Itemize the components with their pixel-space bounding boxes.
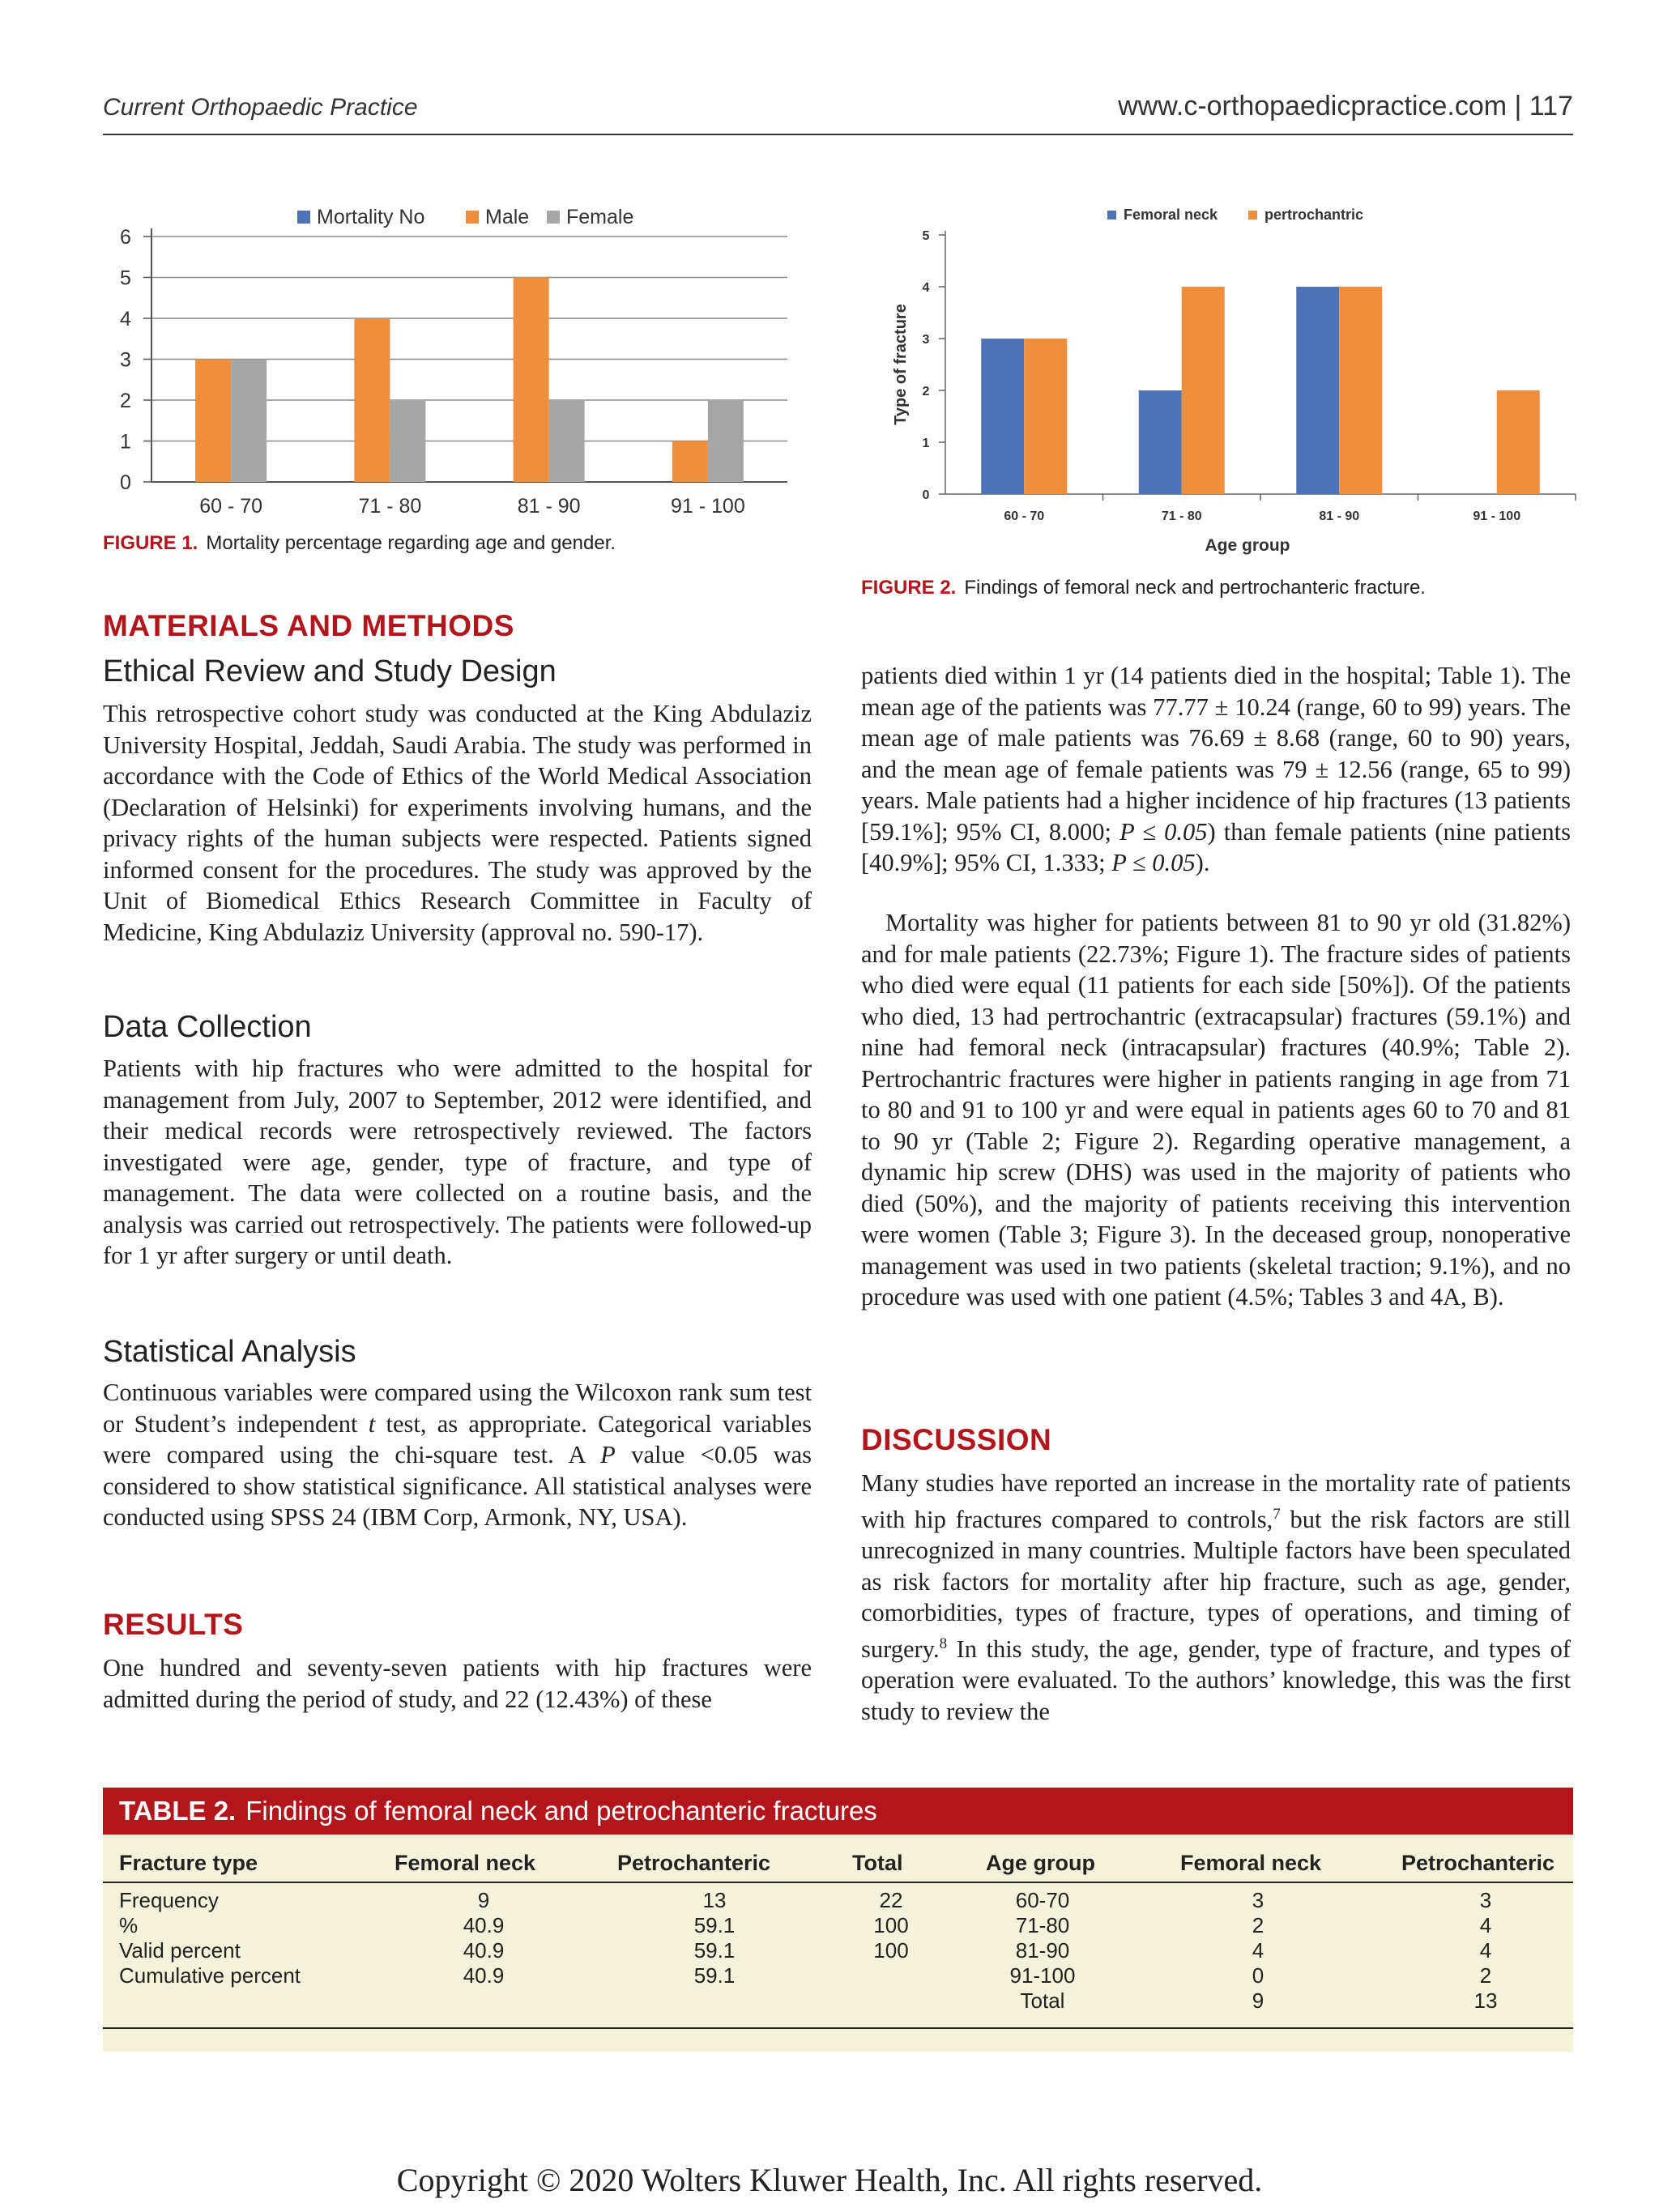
table2-cell: 13 [1473,1988,1498,2013]
stats-text-3: value <0.05 was considered to show statistical significance. All statistical analyses were conducted using SPSS 24 (IBM Corp, Armonk, NY, USA). [103,1441,812,1531]
figure2-legend [1107,207,1363,223]
figure2-y-tick-label: 3 [922,333,930,347]
figure2-bar-femoral-neck [1139,390,1182,494]
table2-cell: 0 [1252,1963,1265,1988]
results-p1-a: patients died within 1 yr (14 patients died in the hospital; Table 1). The mean age of the patients was 77.77 ± 10.24 (range, 60 to 99) years. The mean age of male patients was 76.69 ± 8.68 (range, 60 to 90) years, and the mean age of female patients was 79 ± 12.56 (range, 65 to 99) years. Male patients had a higher incidence of hip fractures (13 patients [59.1%]; 95% CI, 8.000; [861,662,1571,846]
stats-text-2: test, as appropriate. Categorical variables were compared using the chi-square test. A [103,1409,812,1468]
table2-header-rule [103,1882,1573,1883]
reference-8: 8 [939,1634,948,1652]
figure1-y-tick-label: 4 [120,308,131,330]
table2-cell: Valid percent [119,1938,241,1963]
figure1-caption-text: Mortality percentage regarding age and gender. [206,532,616,554]
table2-cell: Total [1020,1988,1065,2013]
figure1-caption [103,532,616,555]
stats-t-symbol: t [368,1409,376,1438]
stats-text-1: Continuous variables were compared using the Wilcoxon rank sum test or Student’s independent [103,1379,812,1438]
figure1-y-tick-label: 2 [120,390,131,412]
table2 [103,1788,1573,2052]
statistical-analysis-heading: Statistical Analysis [103,1335,356,1369]
data-collection-text: Patients with hip fractures who were admitted to the hospital for management from July, 2007 to September, 2012 were identified, and their medical records were retrospectively reviewed. The factors investigated were age, gender, type of fracture, and type of management. The data were collected on a routine basis, and the analysis was carried out retrospectively. The patients were followed-up for 1 yr after surgery or until death. [103,1055,812,1269]
table2-header-petrochanteric: Petrochanteric [617,1851,771,1875]
results-p1-c: ). [1195,849,1210,876]
discussion-c: In this study, the age, gender, type of fracture, and types of operation were evaluated. To the authors’ knowledge, this was the first study to review the [861,1634,1571,1725]
results-p-value-2: P ≤ 0.05 [1111,849,1196,876]
figure2-legend-label: Femoral neck [1124,207,1218,223]
figure1-legend-swatch [466,211,479,224]
figure1-bar-female [708,400,744,482]
table2-cell: 3 [1252,1888,1265,1912]
table2-header-fracture-type: Fracture type [119,1851,258,1875]
figure1-label: FIGURE 1. [103,532,198,554]
figure1-y-tick-label: 3 [120,348,131,372]
table2-cell: Cumulative percent [119,1963,301,1988]
figure2-label: FIGURE 2. [861,577,957,599]
table2-cell: 9 [1252,1988,1265,2013]
figure1-y-tick-label: 5 [120,266,131,290]
table2-cell: 91-100 [1009,1963,1076,1988]
table2-header-femoral-neck: Femoral neck [394,1851,536,1875]
table2-cell: 40.9 [463,1913,505,1937]
results-heading: RESULTS [103,1608,244,1641]
figure2-y-tick-label: 1 [922,437,930,450]
figure2-legend-swatch [1248,211,1257,219]
figure2-y-tick-label: 4 [922,281,930,295]
journal-url-page: www.c-orthopaedicpractice.com | 117 [1118,91,1573,121]
table2-cell: 2 [1479,1963,1492,1988]
figure1-bar-female [231,360,267,483]
figure2-y-tick-label: 5 [922,229,930,243]
data-collection-heading: Data Collection [103,1010,312,1044]
table2-cell: 2 [1252,1913,1265,1937]
stats-p-symbol: P [600,1441,616,1468]
figure1-bar-female [549,400,585,482]
figure2-x-tick-label: 60 - 70 [1004,509,1045,523]
figure2-x-ticks [1004,509,1520,523]
table2-cell: 60-70 [1015,1888,1070,1912]
figure2-bar-pertrochantric [1497,390,1540,494]
reference-7: 7 [1273,1505,1281,1523]
figure2-y-tick-label: 0 [922,488,930,502]
ethical-review-text: This retrospective cohort study was conducted at the King Abdulaziz University Hospital, Jeddah, Saudi Arabia. The study was performed in accordance with the Code of Ethics of the World Medical Association (Declaration of Helsinki) for experiments involving humans, and the privacy rights of the human subjects were respected. Patients signed informed consent for the procedures. The study was approved by the Unit of Biomedical Ethics Research Committee in Faculty of Medicine, King Abdulaziz University (approval no. 590-17). [103,700,812,946]
figure2-legend-swatch [1107,211,1116,219]
statistical-analysis-text [103,1377,812,1533]
results-p-value-1: P ≤ 0.05 [1120,817,1208,846]
figure2-caption [861,577,1426,599]
figure1-x-tick-label: 71 - 80 [358,495,422,518]
table2-bottom-rule [103,2027,1573,2029]
figure1-bars [195,278,744,483]
figure2-bar-femoral-neck [981,339,1024,494]
results-continued-paragraph [861,660,1571,879]
figure1-bar-male [354,318,390,482]
figure2-legend-label: pertrochantric [1265,207,1364,223]
discussion-text [861,1468,1571,1727]
table2-cell: 100 [873,1913,909,1937]
table2-cell: 81-90 [1015,1938,1070,1963]
table2-cell: % [119,1913,139,1937]
figure1-legend-swatch [547,211,560,224]
figure2-bar-femoral-neck [1296,287,1339,494]
table2-cell: Frequency [119,1888,219,1912]
table2-cell: 22 [879,1888,903,1912]
table2-cell: 4 [1252,1938,1265,1963]
table2-title: Findings of femoral neck and petrochanteric fractures [245,1796,877,1826]
figure2-y-ticks [923,229,930,502]
results-text: One hundred and seventy-seven patients with hip fractures were admitted during the period of study, and 22 (12.43%) of these [103,1654,812,1713]
figure1-x-ticks [199,495,745,518]
discussion-heading: DISCUSSION [861,1423,1052,1456]
journal-name: Current Orthopaedic Practice [103,94,418,121]
table2-header-petrochanteric-2: Petrochanteric [1401,1851,1555,1875]
mortality-paragraph: Mortality was higher for patients between 81 to 90 yr old (31.82%) and for male patients (22.73%; Figure 1). The fracture sides of patients who died were equal (11 patients for each side [50%]). Of the patients who died, 13 had pertrochantric (extracapsular) fractures (59.1%) and nine had femoral neck (intracapsular) fractures (40.9%; Table 2). Pertrochantric fractures were higher in patients ranging in age from 71 to 80 and 91 to 100 yr and were equal in patients ages 60 to 70 and 81 to 90 yr (Table 2; Figure 2). Regarding operative management, a dynamic hip screw (DHS) was used in the majority of patients who died (50%), and the majority of patients receiving this intervention were women (Table 3; Figure 3). In the deceased group, nonoperative management was used in two patients (skeletal traction; 9.1%), and no procedure was used with one patient (4.5%; Tables 3 and 4A, B). [861,909,1571,1311]
figure1-y-tick-label: 6 [120,226,131,249]
figure2-x-axis-label: Age group [1205,536,1290,555]
figure2-chart [879,194,1592,559]
table2-cell: 4 [1479,1913,1492,1937]
table2-cell: 59.1 [693,1938,736,1963]
table2-cell: 40.9 [463,1963,505,1988]
copyright-notice: Copyright © 2020 Wolters Kluwer Health, Inc. All rights reserved. [396,2162,1263,2198]
table2-header-age-group: Age group [986,1851,1095,1875]
table2-cell: 59.1 [693,1963,736,1988]
figure1-x-tick-label: 81 - 90 [517,495,581,518]
figure1-bar-female [390,400,425,482]
materials-methods-heading: MATERIALS AND METHODS [103,609,514,642]
figure1-x-tick-label: 60 - 70 [199,495,263,518]
figure1-chart [103,194,816,526]
figure1-bar-male [672,441,708,483]
table2-cell: 3 [1479,1888,1492,1912]
figure1-legend-label: Female [566,206,634,228]
table2-cell: 13 [702,1888,727,1912]
figure2-bars [981,287,1540,494]
table2-label: TABLE 2. [119,1796,237,1826]
figure1-y-tick-label: 0 [120,471,131,494]
table2-cell: 100 [873,1938,909,1963]
discussion-a: Many studies have reported an increase in the mortality rate of patients with hip fractures compared to controls, [861,1469,1571,1533]
figure2-y-tick-label: 2 [922,385,930,399]
table2-cell: 40.9 [463,1938,505,1963]
table2-cell: 71-80 [1015,1913,1070,1937]
figure2-x-tick-label: 81 - 90 [1319,509,1360,523]
figure1-legend-label: Mortality No [317,206,425,228]
figure2-y-axis-label: Type of fracture [892,304,910,425]
header-rule [103,134,1573,135]
figure2-bar-pertrochantric [1182,287,1225,494]
discussion-b: but the risk factors are still unrecognized in many countries. Multiple factors have been speculated as risk factors for mortality after hip fracture, such as age, gender, comorbidities, types of fracture, types of operations, and timing of surgery. [861,1505,1571,1663]
figure1-bar-male [514,278,549,483]
figure1-y-ticks [120,226,131,494]
figure1-legend-swatch [297,211,310,224]
ethical-review-heading: Ethical Review and Study Design [103,654,557,688]
table2-cell: 4 [1479,1938,1492,1963]
table2-cell: 9 [477,1888,490,1912]
table2-header-femoral-neck-2: Femoral neck [1180,1851,1322,1875]
figure1-x-tick-label: 91 - 100 [671,495,745,518]
table2-header-total: Total [852,1851,903,1875]
figure2-bar-pertrochantric [1024,339,1067,494]
table2-title-bar [103,1788,1573,1835]
table2-cell: 59.1 [693,1913,736,1937]
figure2-x-tick-label: 91 - 100 [1473,509,1521,523]
figure1-legend [297,206,633,228]
figure1-y-tick-label: 1 [120,430,131,454]
figure2-caption-text: Findings of femoral neck and pertrochanteric fracture. [964,577,1426,599]
figure2-x-tick-label: 71 - 80 [1161,509,1202,523]
figure1-legend-label: Male [485,206,530,228]
figure2-bar-pertrochantric [1339,287,1382,494]
figure1-bar-male [195,360,231,483]
results-p1-b: ) than female patients (nine patients [40.9%]; 95% CI, 1.333; [861,817,1571,876]
